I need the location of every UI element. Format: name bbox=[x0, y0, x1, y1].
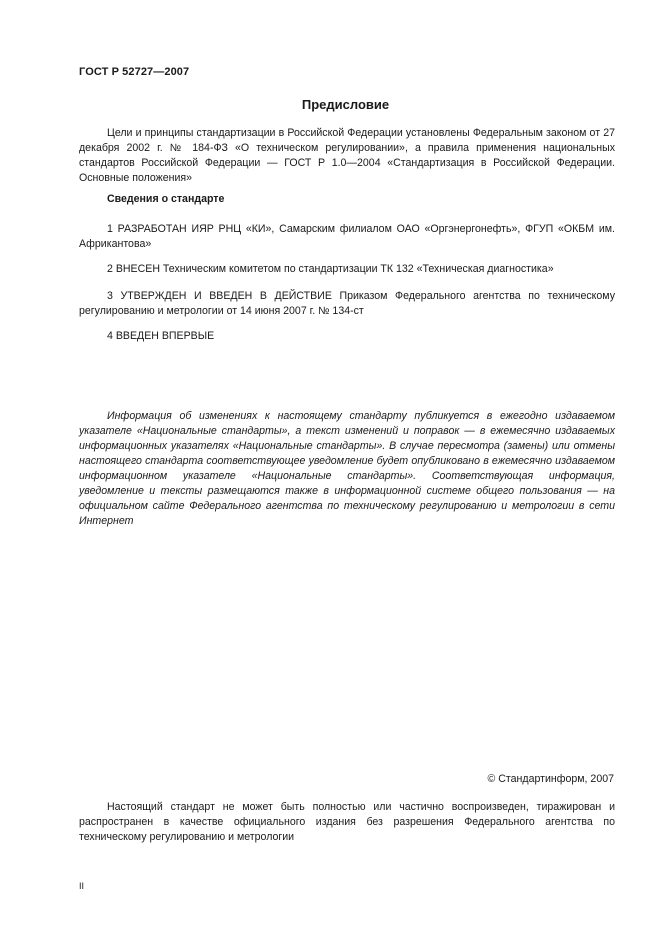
info-item-approved: 3 УТВЕРЖДЕН И ВВЕДЕН В ДЕЙСТВИЕ Приказом Федерального агентства по техническому регулированию и метрологии от 14 июня 2007 г. № 134-ст bbox=[79, 290, 615, 317]
info-item-developed: 1 РАЗРАБОТАН ИЯР РНЦ «КИ», Самарским филиалом ОАО «Оргэнергонефть», ФГУП «ОКБМ им. Африкантова» bbox=[79, 223, 615, 250]
page-number: II bbox=[79, 881, 85, 891]
info-item-introduced: 4 ВВЕДЕН ВПЕРВЫЕ bbox=[107, 330, 215, 342]
info-item-submitted: 2 ВНЕСЕН Техническим комитетом по стандартизации ТК 132 «Техническая диагностика» bbox=[107, 263, 554, 275]
page-title: Предисловие bbox=[301, 97, 390, 112]
copyright-line: © Стандартинформ, 2007 bbox=[487, 773, 614, 785]
document-number: ГОСТ Р 52727—2007 bbox=[79, 66, 190, 78]
intro-paragraph: Цели и принципы стандартизации в Российской Федерации установлены Федеральным законом от 27 декабря 2002 г. № 184-ФЗ «О техническом регулировании», а правила применения национальных стандартов Российской Федерации — ГОСТ Р 1.0—2004 «Стандартизация в Российской Федерации. Основные положения» bbox=[79, 127, 615, 184]
section-heading: Сведения о стандарте bbox=[107, 193, 225, 205]
changes-info-notice: Информация об изменениях к настоящему стандарту публикуется в ежегодно издаваемом указателе «Национальные стандарты», а текст изменений и поправок — в ежемесячно издаваемых информационных указателях «Национальные стандарты». В случае пересмотра (замены) или отмены настоящего стандарта соответствующее уведомление будет опубликовано в ежемесячно издаваемом информационном указателе «Национальные стандарты». Соответствующая информация, уведомление и тексты размещаются также в информационной системе общего пользования — на официальном сайте Федерального агентства по техническому регулированию и метрологии в сети Интернет bbox=[79, 410, 615, 527]
rights-notice: Настоящий стандарт не может быть полностью или частично воспроизведен, тиражирован и распространен в качестве официального издания без разрешения Федерального агентства по техническому регулированию и метрологии bbox=[79, 801, 615, 843]
